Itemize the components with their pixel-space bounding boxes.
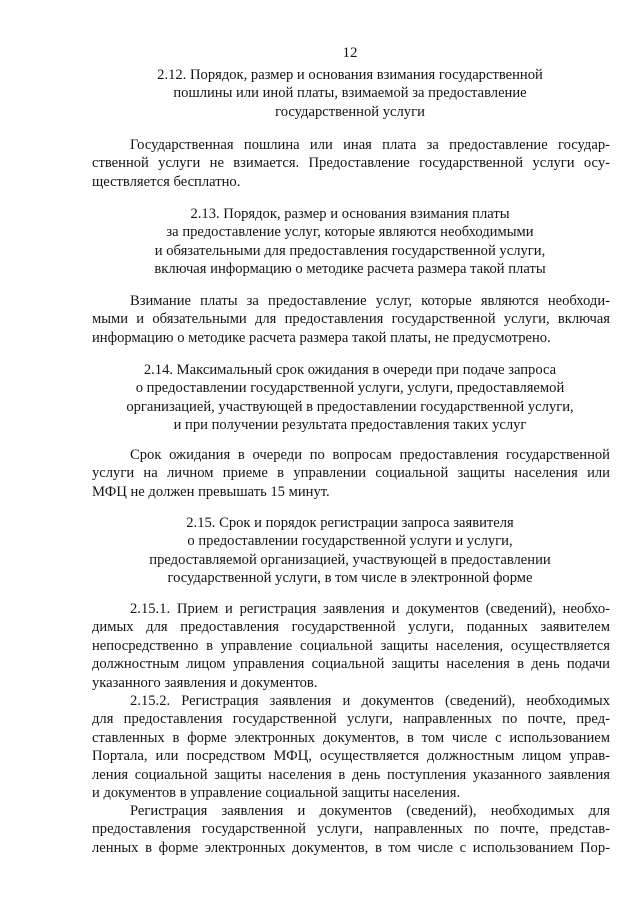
heading-line: 2.12. Порядок, размер и основания взимания государственной bbox=[157, 67, 543, 83]
paragraph-line: ления социальной защиты населения в день поступления указанного заявления bbox=[92, 766, 610, 783]
heading-line: государственной услуги bbox=[275, 103, 425, 120]
paragraph-line: ществляется бесплатно. bbox=[92, 173, 241, 190]
paragraph-line: Взимание платы за предоставление услуг, которые являются необходи- bbox=[130, 293, 610, 309]
heading-line: за предоставление услуг, которые являются необходимыми bbox=[166, 224, 534, 241]
paragraph-2-15-2 bbox=[92, 692, 610, 802]
section-heading-2-15 bbox=[90, 514, 610, 588]
paragraph-2-13 bbox=[92, 292, 610, 347]
heading-line: 2.15. Срок и порядок регистрации запроса заявителя bbox=[186, 515, 514, 531]
paragraph-line: услуги на личном приеме в управлении социальной защиты населения или bbox=[92, 465, 610, 482]
paragraph-line: ственной услуги не взимается. Предоставление государственной услуги осу- bbox=[92, 155, 610, 172]
paragraph-line: Регистрация заявления и документов (сведений), необходимых для bbox=[130, 803, 610, 819]
heading-line: 2.13. Порядок, размер и основания взимания платы bbox=[190, 206, 510, 222]
heading-line: предоставляемой организацией, участвующей в предоставлении bbox=[149, 551, 551, 568]
paragraph-line: Срок ожидания в очереди по вопросам предоставления государственной bbox=[130, 447, 610, 463]
paragraph-line: должностным лицом управления социальной защиты населения в день подачи bbox=[92, 656, 610, 673]
paragraph-line: димых для предоставления государственной услуги, поданных заявителем bbox=[92, 619, 610, 636]
paragraph-2-12 bbox=[92, 136, 610, 191]
paragraph-line: предоставления государственной услуги, направленных по почте, представ- bbox=[92, 821, 610, 838]
paragraph-line: информацию о методике расчета размера такой платы, не предусмотрено. bbox=[92, 329, 551, 346]
heading-line: государственной услуги, в том числе в электронной форме bbox=[167, 570, 533, 587]
heading-line: 2.14. Максимальный срок ожидания в очереди при подаче запроса bbox=[143, 362, 557, 378]
paragraph-2-15-1 bbox=[92, 600, 610, 692]
paragraph-line: 2.15.2. Регистрация заявления и документов (сведений), необходимых bbox=[130, 693, 610, 709]
paragraph-line: МФЦ не должен превышать 15 минут. bbox=[92, 483, 330, 500]
paragraph-2-14 bbox=[92, 446, 610, 501]
paragraph-line: мыми и обязательными для предоставления государственной услуги, включая bbox=[92, 311, 610, 328]
section-heading-2-13 bbox=[90, 205, 610, 279]
section-heading-2-14 bbox=[90, 361, 610, 435]
paragraph-line: Портала, или посредством МФЦ, осуществляется должностным лицом управ- bbox=[92, 748, 610, 765]
heading-line: организацией, участвующей в предоставлении государственной услуги, bbox=[126, 398, 574, 415]
paragraph-line: для предоставления государственной услуги, направленных по почте, пред- bbox=[92, 711, 610, 728]
section-heading-2-12 bbox=[90, 66, 610, 121]
paragraph-line: 2.15.1. Прием и регистрация заявления и документов (сведений), необхо- bbox=[130, 601, 610, 617]
heading-line: пошлины или иной платы, взимаемой за предоставление bbox=[173, 85, 527, 102]
paragraph-line: ленных в форме электронных документов, в том числе с использованием Пор- bbox=[92, 839, 610, 856]
heading-line: включая информацию о методике расчета размера такой платы bbox=[154, 261, 546, 278]
paragraph-line: непосредственно в управление социальной защиты населения, осуществляется bbox=[92, 637, 610, 654]
paragraph-registration bbox=[92, 802, 610, 857]
heading-line: и обязательными для предоставления государственной услуги, bbox=[154, 242, 546, 259]
heading-line: и при получении результата предоставления таких услуг bbox=[173, 417, 527, 434]
paragraph-line: указанного заявления и документов. bbox=[92, 674, 318, 691]
paragraph-line: ставленных в форме электронных документов, в том числе с использованием bbox=[92, 729, 610, 746]
paragraph-line: Государственная пошлина или иная плата за предоставление государ- bbox=[130, 137, 610, 153]
paragraph-line: и документов в управление социальной защиты населения. bbox=[92, 785, 461, 802]
page-number: 12 bbox=[342, 45, 358, 61]
heading-line: о предоставлении государственной услуги, услуги, предоставляемой bbox=[135, 380, 565, 397]
heading-line: о предоставлении государственной услуги и услуги, bbox=[187, 533, 513, 550]
